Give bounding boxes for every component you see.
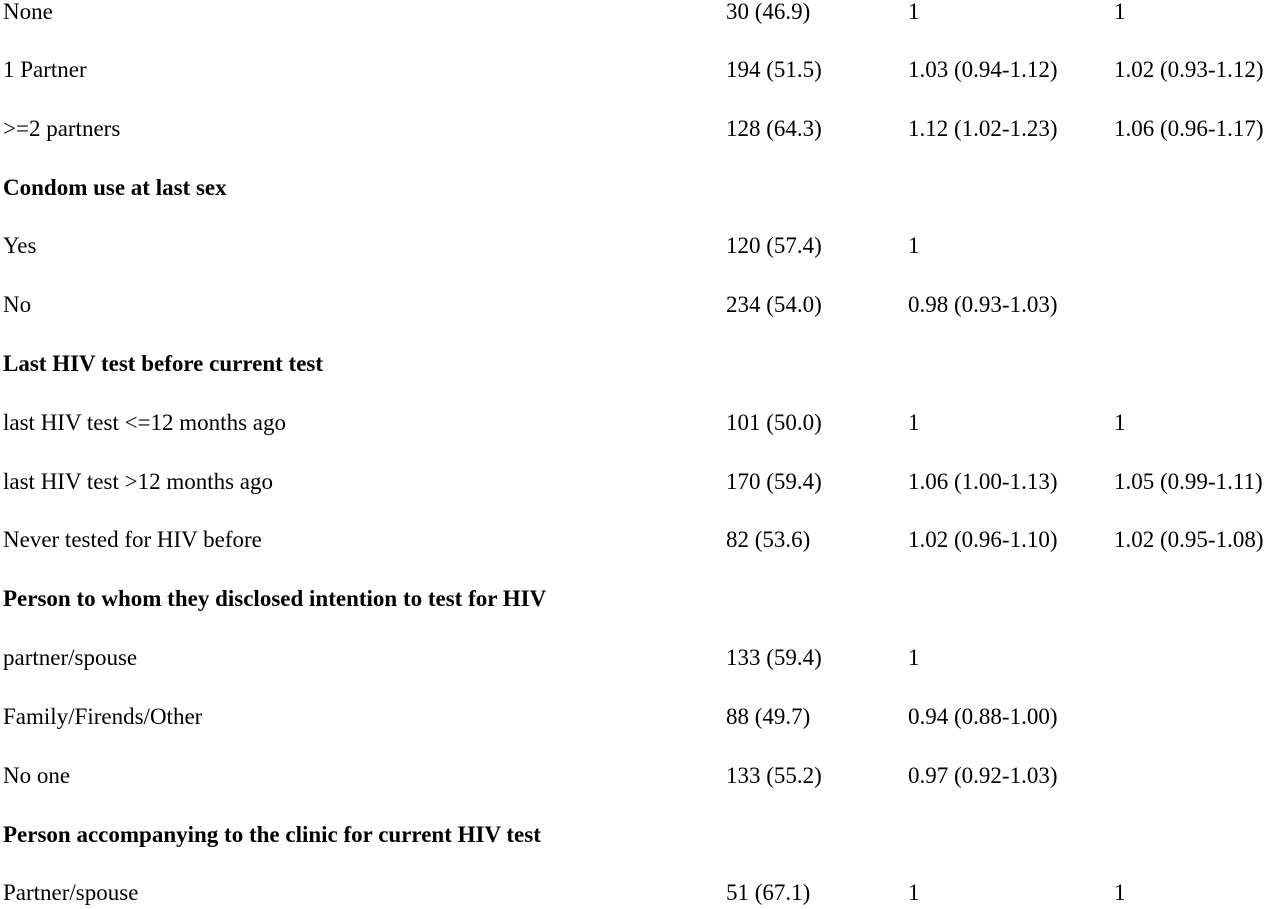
row-count-percent: 120 (57.4) [726,233,822,258]
row-crude-ratio: 0.98 (0.93-1.03) [908,292,1058,317]
row-count-percent: 133 (59.4) [726,645,822,670]
row-crude-ratio: 1 [908,880,920,905]
row-count-percent: 170 (59.4) [726,469,822,494]
row-count-percent: 88 (49.7) [726,704,811,729]
row-label: Family/Firends/Other [3,704,203,729]
row-adjusted-ratio: 1.02 (0.93-1.12) [1114,57,1264,82]
section-heading: Person to whom they disclosed intention to test for HIV [3,586,547,611]
section-heading: Person accompanying to the clinic for current HIV test [3,822,541,847]
row-label: No [3,292,32,317]
row-crude-ratio: 1 [908,233,920,258]
row-crude-ratio: 1 [908,0,920,24]
section-heading-row [0,820,1280,850]
table-row [0,878,1280,908]
row-crude-ratio: 1 [908,410,920,435]
row-crude-ratio: 1.03 (0.94-1.12) [908,57,1058,82]
row-label: No one [3,763,71,788]
row-label: last HIV test >12 months ago [3,469,274,494]
row-crude-ratio: 1.06 (1.00-1.13) [908,469,1058,494]
row-count-percent: 82 (53.6) [726,527,811,552]
row-count-percent: 133 (55.2) [726,763,822,788]
table-row [0,761,1280,791]
row-crude-ratio: 0.94 (0.88-1.00) [908,704,1058,729]
row-count-percent: 234 (54.0) [726,292,822,317]
row-adjusted-ratio: 1.06 (0.96-1.17) [1114,116,1264,141]
row-crude-ratio: 1.02 (0.96-1.10) [908,527,1058,552]
row-count-percent: 51 (67.1) [726,880,811,905]
table-row [0,290,1280,320]
row-count-percent: 101 (50.0) [726,410,822,435]
row-label: 1 Partner [3,57,87,82]
row-count-percent: 194 (51.5) [726,57,822,82]
row-crude-ratio: 0.97 (0.92-1.03) [908,763,1058,788]
row-crude-ratio: 1 [908,645,920,670]
row-count-percent: 128 (64.3) [726,116,822,141]
row-label: Never tested for HIV before [3,527,262,552]
section-heading-row [0,173,1280,203]
row-label: last HIV test <=12 months ago [3,410,286,435]
row-label: Partner/spouse [3,880,139,905]
table-row [0,231,1280,261]
row-adjusted-ratio: 1 [1114,0,1126,24]
row-adjusted-ratio: 1 [1114,410,1126,435]
table-row [0,408,1280,438]
section-heading: Condom use at last sex [3,175,227,200]
section-heading-row [0,349,1280,379]
row-label: None [3,0,53,24]
row-label: partner/spouse [3,645,138,670]
table-row [0,702,1280,732]
table-row [0,114,1280,144]
row-adjusted-ratio: 1.02 (0.95-1.08) [1114,527,1264,552]
section-heading-row [0,584,1280,614]
section-heading: Last HIV test before current test [3,351,324,376]
table-row [0,55,1280,85]
table-row [0,643,1280,673]
row-label: >=2 partners [3,116,121,141]
table-row [0,467,1280,497]
row-adjusted-ratio: 1.05 (0.99-1.11) [1114,469,1263,494]
table-row [0,525,1280,555]
row-adjusted-ratio: 1 [1114,880,1126,905]
row-count-percent: 30 (46.9) [726,0,811,24]
row-crude-ratio: 1.12 (1.02-1.23) [908,116,1058,141]
row-label: Yes [3,233,37,258]
table-row [0,0,1280,27]
